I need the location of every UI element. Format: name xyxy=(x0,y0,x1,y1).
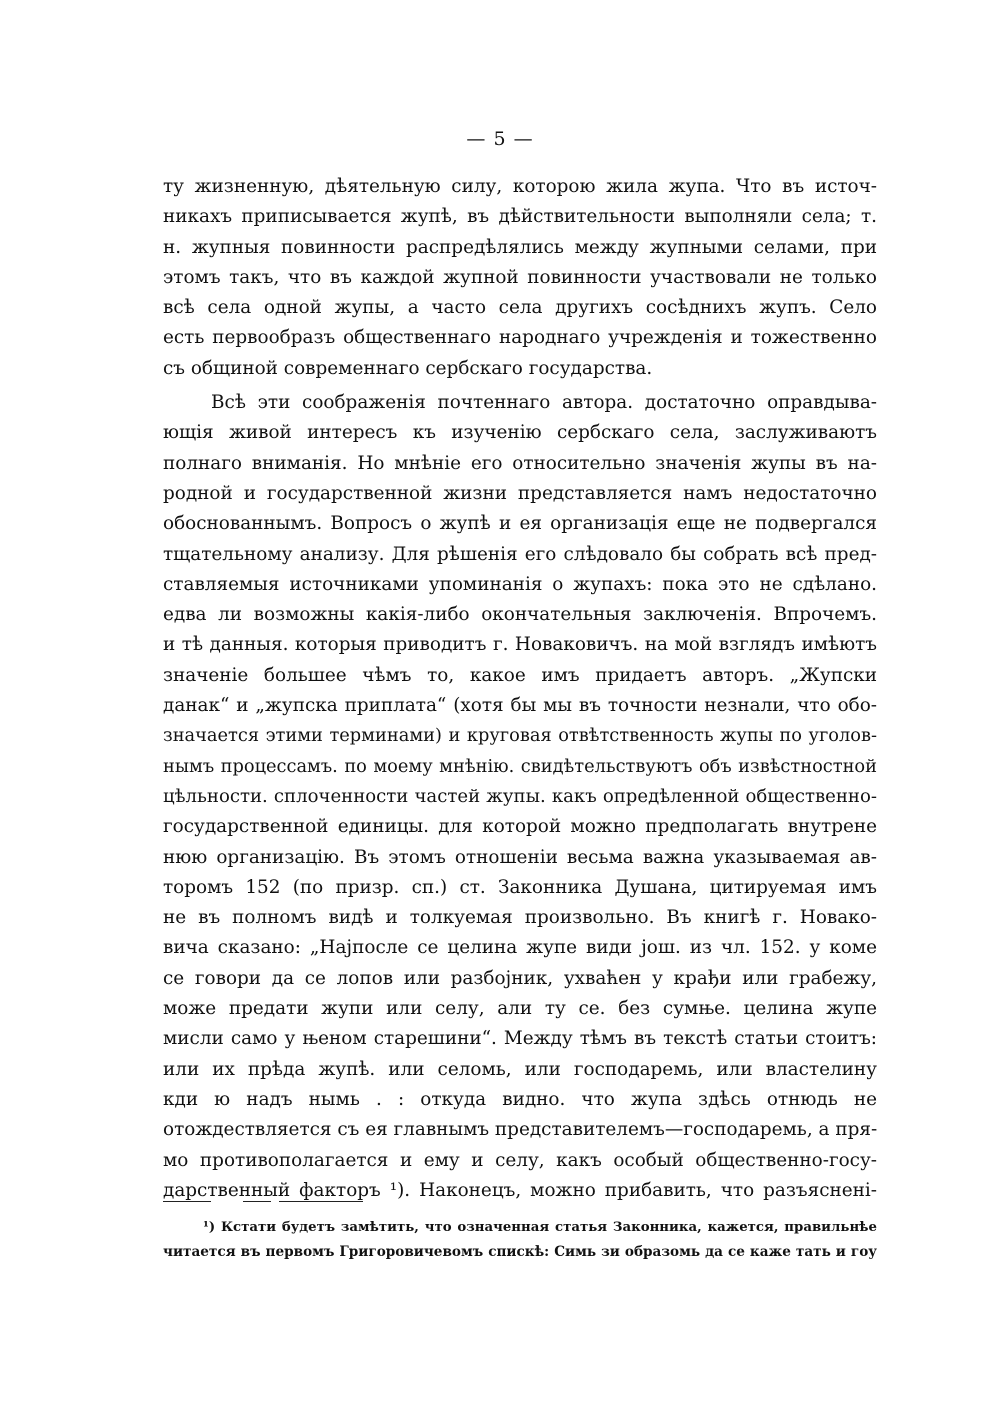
footnotes xyxy=(163,1215,877,1265)
text-line: этомъ такъ, что въ каждой жупной повинности участвовали не только xyxy=(163,266,877,288)
text-line: може предати жупи или селу, али ту се. без сумње. целина жупе xyxy=(163,998,877,1020)
text-line: и тѣ данныя. которыя приводитъ г. Новаковичъ. на мой взглядъ имѣютъ xyxy=(163,634,877,656)
text-line: кди ю надъ нымь . : откуда видно. что жупа здѣсь отнюдь не xyxy=(163,1088,877,1110)
text-line: всѣ села одной жупы, а часто села другихъ сосѣднихъ жупъ. Село xyxy=(163,297,877,319)
page-number: — 5 — xyxy=(466,128,534,150)
text-line: мисли само у њеном старешини“. Между тѣмъ въ текстѣ статьи стоитъ: xyxy=(163,1028,877,1050)
text-line: или их прѣда жупѣ. или селомь, или господаремь, или властелину xyxy=(163,1058,877,1080)
text-line: н. жупныя повинности распредѣлялись между жупными селами, при xyxy=(163,236,877,258)
text-line: ющія живой интересъ къ изученію сербскаго села, заслуживаютъ xyxy=(163,422,877,444)
footnote-line: ¹) Кстати будетъ замѣтить, что означенная статья Законника, кажется, правильнѣе xyxy=(203,1220,877,1235)
text-line: не въ полномъ видѣ и толкуемая произвольно. Въ книгѣ г. Новако- xyxy=(163,907,877,929)
text-line: нымъ процессамъ. по моему мнѣнію. свидѣтельствуютъ объ извѣстностной xyxy=(163,755,877,777)
body-text xyxy=(163,172,877,1206)
text-line: дарственный факторъ ¹). Наконецъ, можно прибавить, что разъясненi- xyxy=(163,1179,877,1201)
text-line: вича сказано: „Најпосле се целина жупе види још. из чл. 152. у коме xyxy=(163,937,877,959)
text-line: съ общиной современнаго сербскаго государства. xyxy=(163,357,653,379)
text-line: никахъ приписывается жупѣ, въ дѣйствительности выполняли села; т. xyxy=(163,206,877,228)
text-line: торомъ 152 (по призр. сп.) ст. Законника Душана, цитируемая имъ xyxy=(163,876,877,898)
paragraph-start-line: Всѣ эти соображенія почтеннаго автора. достаточно оправдыва- xyxy=(211,392,877,414)
text-line: значеніе большее чѣмъ то, какое имъ придаетъ авторъ. „Жупски xyxy=(163,664,877,686)
text-line: нюю организацію. Въ этомъ отношеніи весьма важна указываемая ав- xyxy=(163,846,877,868)
text-line: тщательному анализу. Для рѣшенія его слѣдовало бы собрать всѣ пред- xyxy=(163,543,877,565)
text-line: значается этими терминами) и круговая отвѣтственность жупы по уголов- xyxy=(163,725,877,747)
text-line: есть первообразъ общественнаго народнаго учрежденія и тожественно xyxy=(163,327,877,349)
text-line: данак“ и „жупска приплата“ (хотя бы мы въ точности незнали, что обо- xyxy=(163,695,877,717)
text-line: ту жизненную, дѣятельную силу, которою жила жупа. Что въ источ- xyxy=(163,176,877,197)
text-line: полнаго вниманія. Но мнѣніе его относительно значенія жупы въ на- xyxy=(163,452,877,474)
text-line: государственной единицы. для которой можно предполагать внутрене xyxy=(163,816,877,838)
text-line: отождествляется съ ея главнымъ представителемъ—господаремь, а пря- xyxy=(163,1119,877,1141)
text-line: мо противополагается и ему и селу, какъ особый общественно-госу- xyxy=(163,1149,877,1171)
text-line: се говори да се лопов или разбојник, ухваћен у крађи или грабежу, xyxy=(163,967,877,989)
footnote-separator xyxy=(163,1196,363,1208)
footnote-line: читается въ первомъ Григоровичевомъ спискѣ: Симь зи образомь да се каже тать и гоу xyxy=(163,1244,877,1260)
text-line: родной и государственной жизни представляется намъ недостаточно xyxy=(163,482,877,504)
text-line: едва ли возможны какія-либо окончательныя заключенія. Впрочемъ. xyxy=(163,604,877,626)
text-line: обоснованнымъ. Вопросъ о жупѣ и ея организація еще не подвергался xyxy=(163,513,877,535)
text-line: цѣльности. сплоченности частей жупы. какъ опредѣленной общественно- xyxy=(163,785,877,807)
text-line: ставляемыя источниками упоминанія о жупахъ: пока это не сдѣлано. xyxy=(163,573,877,595)
